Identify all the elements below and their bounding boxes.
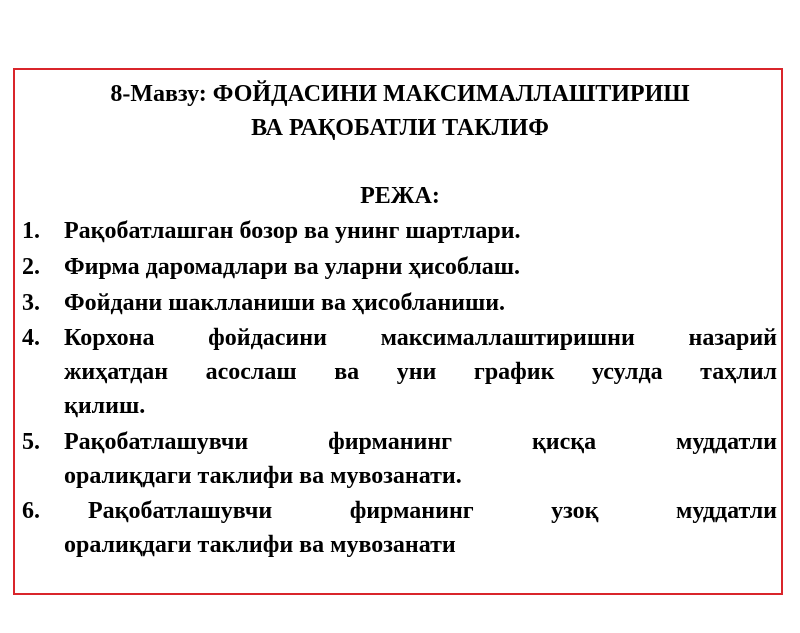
plan-item-text-line: жиҳатдан асослаш ва уни график усулда таҳлил [64, 359, 777, 385]
plan-item-number: 1. [22, 218, 40, 244]
plan-heading: РЕЖА: [360, 183, 440, 209]
plan-item-text-line: қилиш. [64, 393, 146, 419]
plan-item-1 [22, 214, 777, 248]
plan-item-text: Фойдани шаклланиши ва ҳисобланиши. [64, 290, 506, 316]
plan-item-text-line: Рақобатлашувчи фирманинг узоқ муддатли [88, 498, 777, 524]
plan-item-6 [22, 494, 777, 562]
plan-item-number: 3. [22, 290, 40, 316]
plan-item-4 [22, 321, 777, 423]
plan-item-text: Рақобатлашган бозор ва унинг шартлари. [64, 218, 521, 244]
plan-item-number: 4. [22, 325, 40, 351]
plan-item-5 [22, 425, 777, 493]
plan-item-text-line: Рақобатлашувчи фирманинг қисқа муддатли [64, 429, 777, 455]
plan-item-number: 5. [22, 429, 40, 455]
plan-item-text-line: оралиқдаги таклифи ва мувозанати [64, 532, 456, 558]
plan-item-number: 6. [22, 498, 40, 524]
plan-item-text: Фирма даромадлари ва уларни ҳисоблаш. [64, 254, 521, 280]
plan-item-number: 2. [22, 254, 40, 280]
plan-item-text-line: оралиқдаги таклифи ва мувозанати. [64, 463, 462, 489]
plan-item-text-line: Корхона фойдасини максималлаштиришни назарий [64, 325, 777, 351]
slide-title-line-2: ВА РАҚОБАТЛИ ТАКЛИФ [251, 115, 549, 141]
plan-item-3 [22, 286, 777, 320]
plan-item-2 [22, 250, 777, 284]
slide-title-line-1: 8-Мавзу: ФОЙДАСИНИ МАКСИМАЛЛАШТИРИШ [110, 81, 690, 107]
